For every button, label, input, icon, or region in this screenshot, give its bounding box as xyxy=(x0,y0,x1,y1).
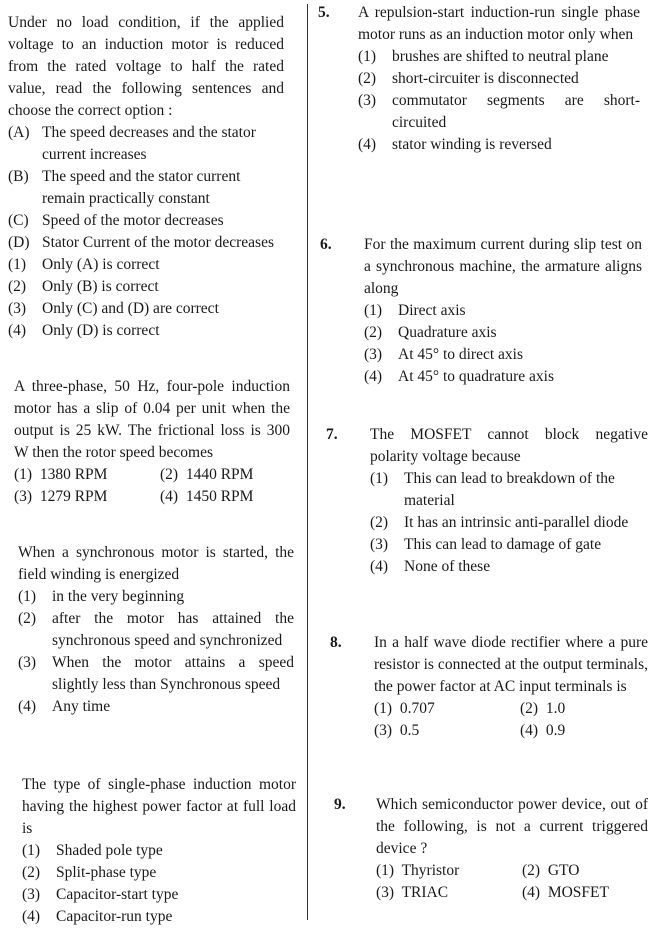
answer-option[interactable]: (1) 1380 RPM xyxy=(14,466,108,483)
question-stem: The type of single-phase induction motor having the highest power factor at full load is xyxy=(22,776,296,837)
options-row xyxy=(14,486,290,508)
question-stem: A repulsion-start induction-run single phase motor runs as an induction motor only when xyxy=(358,4,640,43)
answer-option[interactable]: (3) commutator segments are short-circuited xyxy=(358,92,640,131)
options-row xyxy=(14,464,290,486)
right-column xyxy=(318,0,648,932)
statement-d: (D) Stator Current of the motor decreases xyxy=(8,234,274,251)
answer-option[interactable]: (3) 1279 RPM xyxy=(14,488,108,505)
answer-option[interactable]: (3) 0.5 xyxy=(374,722,420,739)
answer-option[interactable]: (2) 1440 RPM xyxy=(160,466,254,483)
answer-option[interactable]: (1) Direct axis xyxy=(364,302,466,319)
question-number: 8. xyxy=(330,634,342,651)
answer-option[interactable]: (2) 1.0 xyxy=(520,700,566,717)
answer-option[interactable]: (2) short-circuiter is disconnected xyxy=(358,70,579,87)
answer-option[interactable]: (1) in the very beginning xyxy=(18,588,185,605)
answer-option[interactable]: (4) 1450 RPM xyxy=(160,488,254,505)
question-block-2 xyxy=(14,376,290,508)
answer-option[interactable]: (3) Capacitor-start type xyxy=(22,886,179,903)
question-block-9 xyxy=(334,794,648,904)
statement-b: (B) The speed and the stator current remain practically constant xyxy=(8,168,241,207)
question-number: 9. xyxy=(334,796,346,813)
question-number: 6. xyxy=(320,236,332,253)
left-column xyxy=(0,0,300,932)
answer-option[interactable]: (2) Quadrature axis xyxy=(364,324,497,341)
statement-a: (A) The speed decreases and the stator current increases xyxy=(8,124,256,163)
answer-option[interactable]: (1) 0.707 xyxy=(374,700,435,717)
answer-option[interactable]: (4) 0.9 xyxy=(520,722,566,739)
question-block-8 xyxy=(330,632,648,742)
question-block-5 xyxy=(318,2,640,156)
answer-option[interactable]: (1) Thyristor xyxy=(376,862,460,879)
options-row xyxy=(374,720,648,742)
options-row xyxy=(376,860,648,882)
question-number: 5. xyxy=(318,4,330,21)
answer-option[interactable]: (3) At 45° to direct axis xyxy=(364,346,524,363)
answer-option[interactable]: (1) Shaded pole type xyxy=(22,842,163,859)
answer-option[interactable]: (2) Split-phase type xyxy=(22,864,157,881)
question-block-3 xyxy=(18,542,294,718)
answer-option[interactable]: (4) Any time xyxy=(18,698,111,715)
question-stem: A three-phase, 50 Hz, four-pole induction motor has a slip of 0.04 per unit when the output is 25 kW. The frictional loss is 300 W then the rotor speed becomes xyxy=(14,378,290,461)
answer-option[interactable]: (1) This can lead to breakdown of the material xyxy=(370,470,615,509)
answer-option[interactable]: (4) None of these xyxy=(370,558,491,575)
answer-option[interactable]: (2) Only (B) is correct xyxy=(8,278,159,295)
options-row xyxy=(376,882,648,904)
answer-option[interactable]: (4) stator winding is reversed xyxy=(358,136,552,153)
question-block-1 xyxy=(8,12,284,342)
answer-option[interactable]: (1) Only (A) is correct xyxy=(8,256,160,273)
answer-option[interactable]: (1) brushes are shifted to neutral plane xyxy=(358,48,609,65)
question-stem: Under no load condition, if the applied voltage to an induction motor is reduced from the rated voltage to half the rated value, read the following sentences and choose the correct option : xyxy=(8,14,284,119)
column-divider xyxy=(307,4,308,920)
answer-option[interactable]: (2) GTO xyxy=(522,862,580,879)
answer-option[interactable]: (4) Only (D) is correct xyxy=(8,322,160,339)
answer-option[interactable]: (2) It has an intrinsic anti-parallel diode xyxy=(370,514,629,531)
question-number: 7. xyxy=(326,426,338,443)
statement-c: (C) Speed of the motor decreases xyxy=(8,212,224,229)
answer-option[interactable]: (3) Only (C) and (D) are correct xyxy=(8,300,219,317)
question-stem: For the maximum current during slip test on a synchronous machine, the armature aligns along xyxy=(364,236,642,297)
answer-option[interactable]: (3) This can lead to damage of gate xyxy=(370,536,602,553)
answer-option[interactable]: (3) When the motor attains a speed slightly less than Synchronous speed xyxy=(18,654,294,693)
answer-option[interactable]: (4) MOSFET xyxy=(522,884,609,901)
question-stem: When a synchronous motor is started, the field winding is energized xyxy=(18,544,294,583)
question-stem: The MOSFET cannot block negative polarity voltage because xyxy=(370,426,648,465)
question-block-6 xyxy=(320,234,642,388)
answer-option[interactable]: (4) Capacitor-run type xyxy=(22,908,173,925)
question-block-4 xyxy=(22,774,296,928)
answer-option[interactable]: (2) after the motor has attained the synchronous speed and synchronized xyxy=(18,610,294,649)
options-row xyxy=(374,698,648,720)
answer-option[interactable]: (3) TRIAC xyxy=(376,884,449,901)
question-stem: Which semiconductor power device, out of the following, is not a current triggered device ? xyxy=(376,796,648,857)
question-block-7 xyxy=(326,424,648,578)
question-stem: In a half wave diode rectifier where a pure resistor is connected at the output terminals, the power factor at AC input terminals is xyxy=(374,634,648,695)
answer-option[interactable]: (4) At 45° to quadrature axis xyxy=(364,368,554,385)
